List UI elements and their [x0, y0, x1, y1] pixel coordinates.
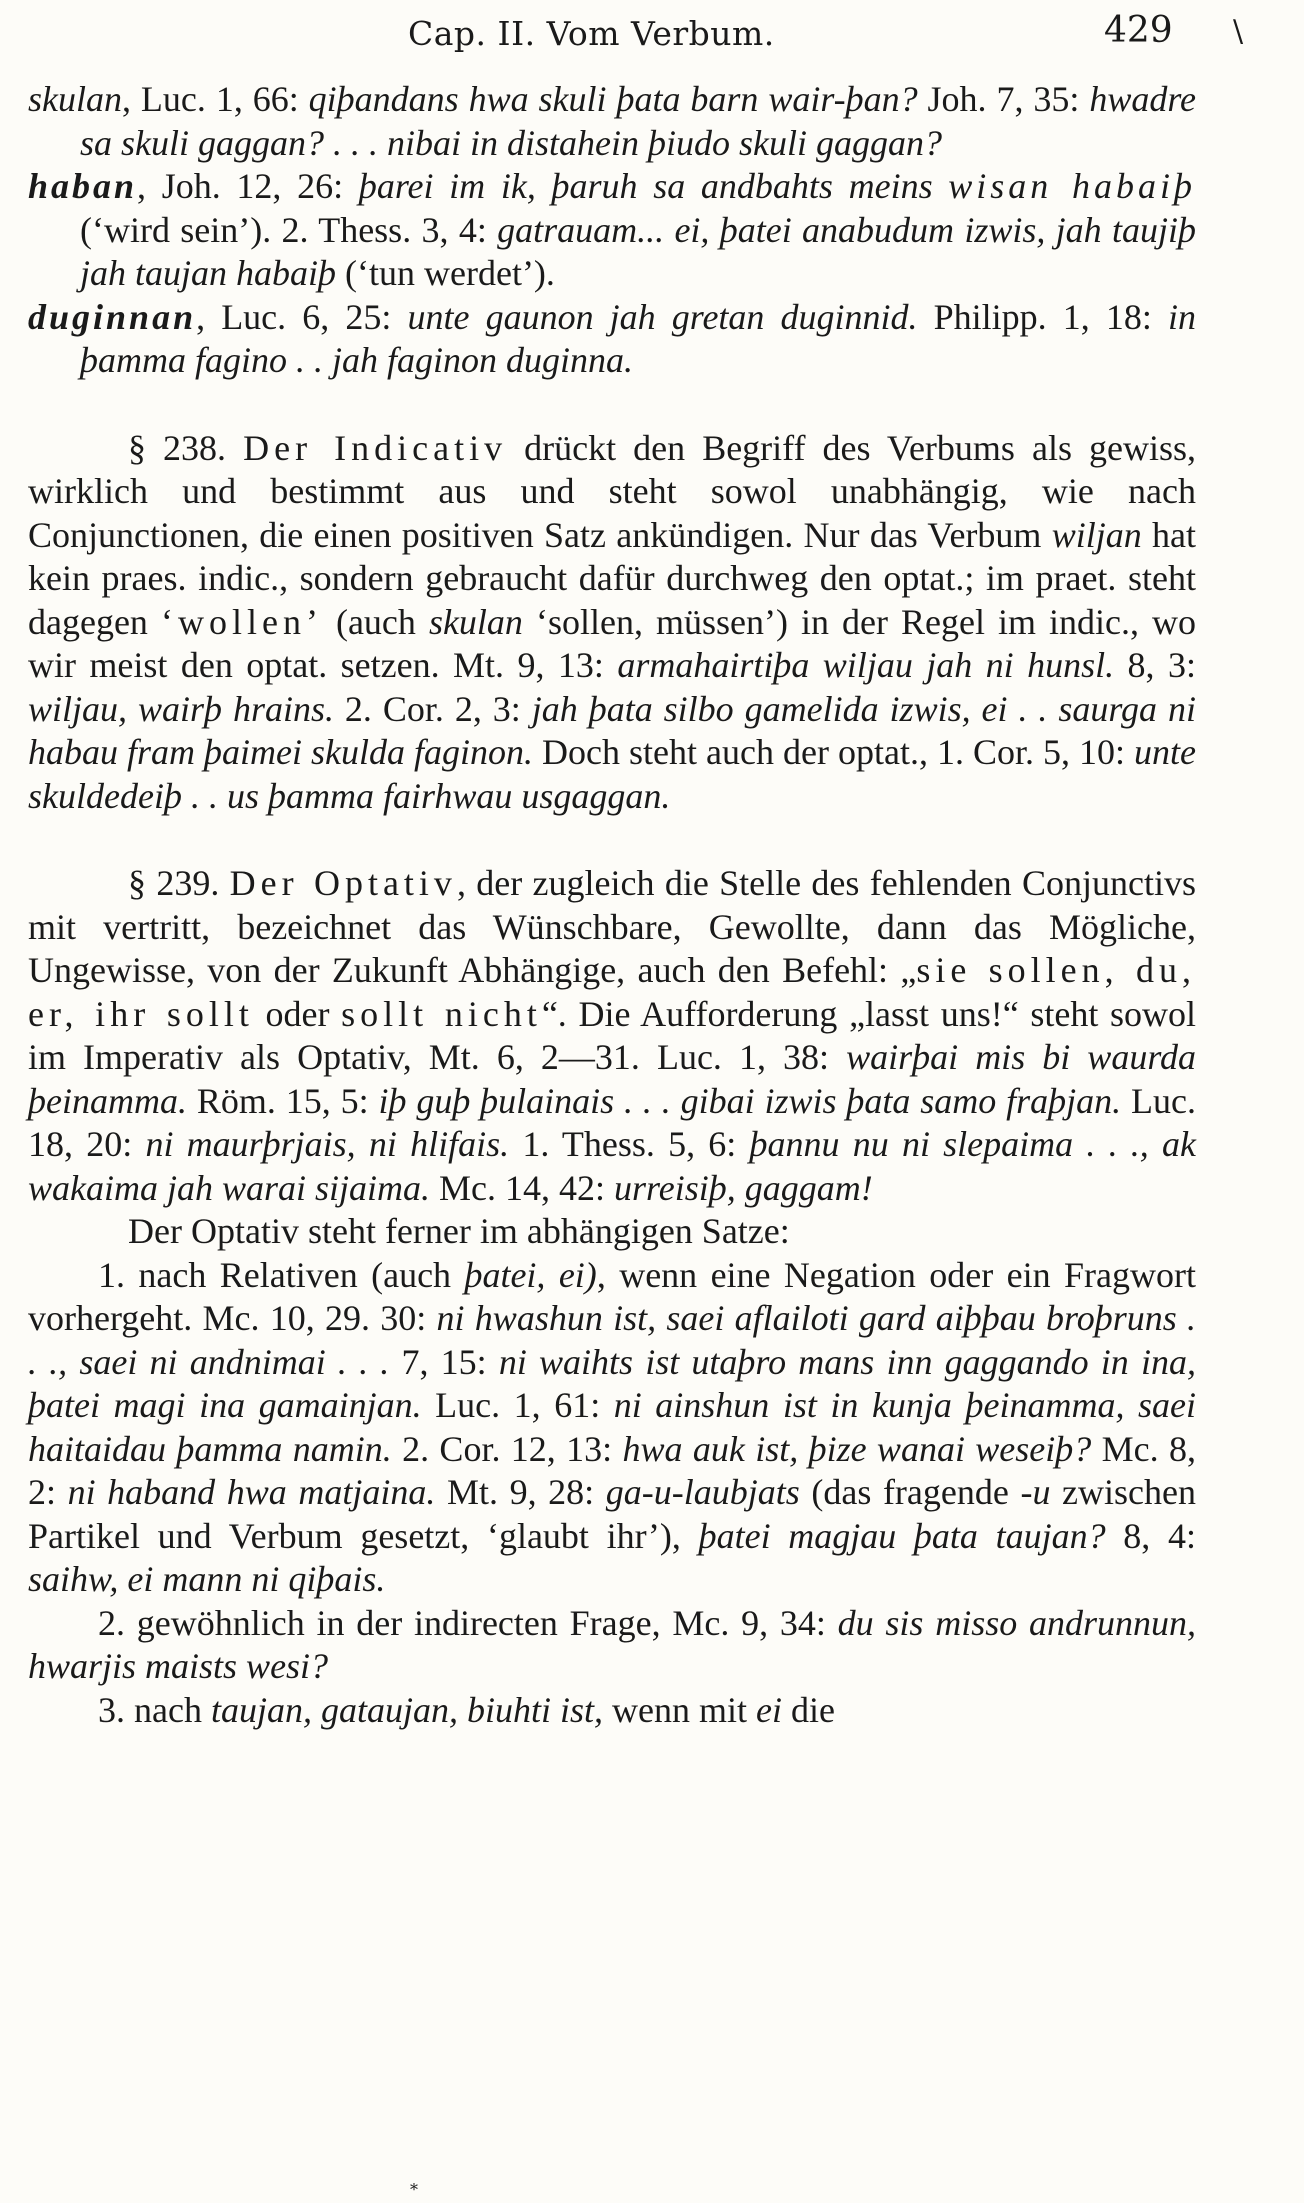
section-number: § 239.	[128, 863, 220, 903]
lemma-duginnan: duginnan	[28, 296, 197, 337]
chapter-title: Cap. II. Vom Verbum.	[408, 14, 775, 53]
page-number: 429	[1104, 10, 1173, 51]
section-number: § 238.	[128, 427, 227, 468]
edge-mark: \	[1233, 14, 1244, 49]
page-body	[28, 78, 1196, 1732]
list-item-3: 3. nach taujan, gataujan, biuhti ist, wenn mit ei die	[98, 1689, 835, 1730]
optativ-subheading: Der Optativ steht ferner im abhängigen Satze:	[128, 1211, 790, 1251]
entry-duginnan: duginnan, Luc. 6, 25: unte gaunon jah gretan duginnid. Philipp. 1, 18: in þamma fagino . . jah faginon duginna.	[28, 296, 1197, 380]
list-item-2: 2. gewöhnlich in der indirecten Frage, Mc. 9, 34: du sis misso andrunnun, hwarjis maists wesi?	[28, 1602, 1196, 1686]
section-term: Der Optativ	[229, 863, 457, 903]
section-term: Der Indicativ	[243, 427, 508, 468]
running-header	[0, 6, 1304, 58]
section-238: § 238. Der Indicativ drückt den Begriff des Verbums als gewiss, wirklich und bestimmt aus und steht sowol unabhängig, wie nach Conjunctionen, die einen positiven Satz ankündigen. Nur das Verbum wiljan hat kein praes. indic., sondern gebraucht dafür durchweg den optat.; im praet. steht dagegen ‘wollen’ (auch skulan ‘sollen, müssen’) in der Regel im indic., wo wir meist den optat. setzen. Mt. 9, 13: armahairtiþa wiljau jah ni hunsl. 8, 3: wiljau, wairþ hrains. 2. Cor. 2, 3: jah þata silbo gamelida izwis, ei . . saurga ni habau fram þaimei skulda faginon. Doch steht auch der optat., 1. Cor. 5, 10: unte skuldedeiþ . . us þamma fairhwau usgaggan.	[28, 427, 1197, 816]
entry-haban: haban, Joh. 12, 26: þarei im ik, þaruh sa andbahts meins wisan habaiþ (‘wird sein’). 2. Thess. 3, 4: gatrauam... ei, þatei anabudum izwis, jah taujiþ jah taujan habaiþ (‘tun werdet’).	[28, 166, 1196, 293]
footer-mark: *	[410, 2180, 418, 2199]
entry-skulan: skulan, Luc. 1, 66: qiþandans hwa skuli þata barn wair-þan? Joh. 7, 35: hwadre sa skuli gaggan? . . . nibai in distahein þiudo skuli gaggan?	[28, 79, 1196, 163]
lemma-haban: haban	[28, 166, 138, 206]
section-239: § 239. Der Optativ, der zugleich die Stelle des fehlenden Conjunctivs mit vertritt, bezeichnet das Wünschbare, Gewollte, dann das Mögliche, Ungewisse, von der Zukunft Abhängige, auch den Befehl: „sie sollen, du, er, ihr sollt oder sollt nicht“. Die Aufforderung „lasst uns!“ steht sowol im Imperativ als Optativ, Mt. 6, 2—31. Luc. 1, 38: wairþai mis bi waurda þeinamma. Röm. 15, 5: iþ guþ þulainais . . . gibai izwis þata samo fraþjan. Luc. 18, 20: ni maurþrjais, ni hlifais. 1. Thess. 5, 6: þannu nu ni slepaima . . ., ak wakaima jah warai sijaima. Mc. 14, 42: urreisiþ, gaggam!	[28, 863, 1197, 1208]
lemma-skulan: skulan	[28, 79, 122, 119]
list-item-1: 1. nach Relativen (auch þatei, ei), wenn eine Negation oder ein Fragwort vorhergeht. Mc. 10, 29. 30: ni hwashun ist, saei aflailoti gard aiþþau broþruns . . ., saei ni andnimai . . . 7, 15: ni waihts ist utaþro mans inn gaggando in ina, þatei magi ina gamainjan. Luc. 1, 61: ni ainshun ist in kunja þeinamma, saei haitaidau þamma namin. 2. Cor. 12, 13: hwa auk ist, þize wanai weseiþ? Mc. 8, 2: ni haband hwa matjaina. Mt. 9, 28: ga-u-laubjats (das fragende -u zwischen Partikel und Verbum gesetzt, ‘glaubt ihr’), þatei magjau þata taujan? 8, 4: saihw, ei mann ni qiþais.	[28, 1254, 1197, 1599]
